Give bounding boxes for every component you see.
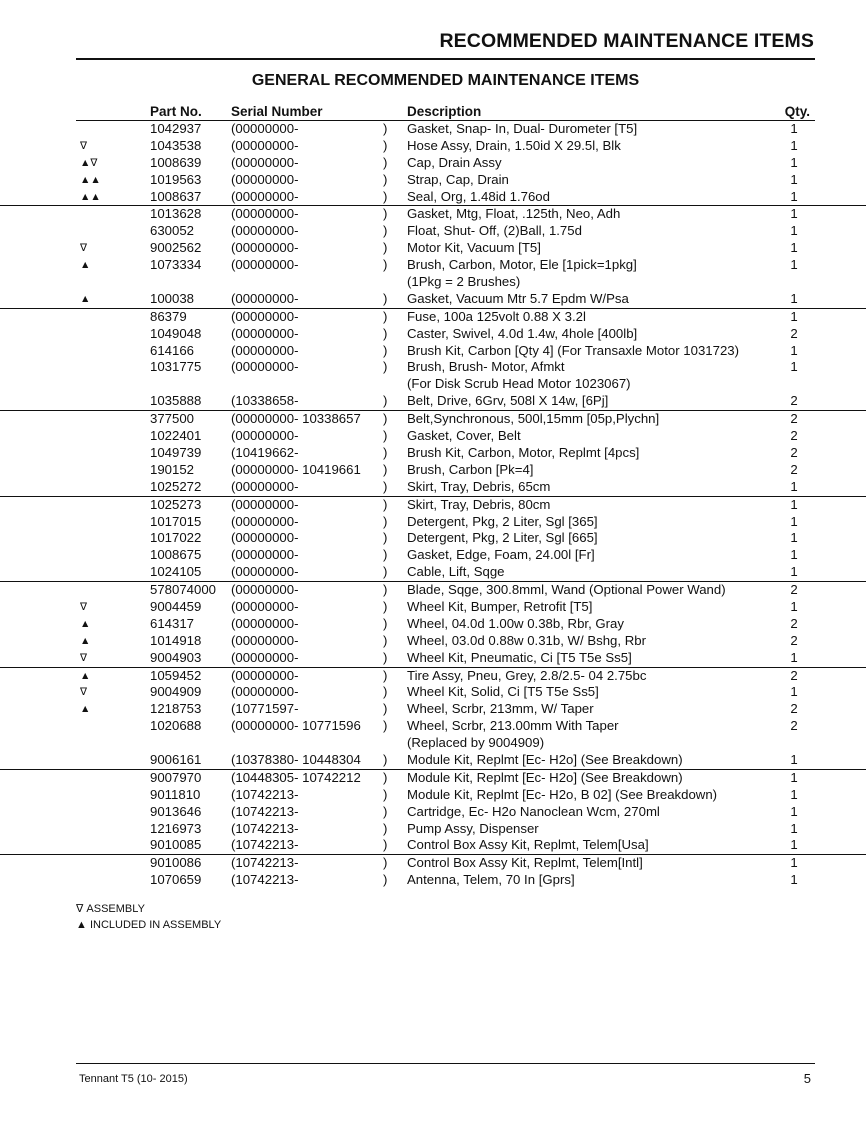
description: Fuse, 100a 125volt 0.88 X 3.2l bbox=[407, 308, 586, 324]
table-row bbox=[0, 326, 866, 343]
quantity: 1 bbox=[790, 598, 798, 614]
table-row bbox=[0, 599, 866, 616]
description: Brush Kit, Carbon, Motor, Replmt [4pcs] bbox=[407, 444, 640, 460]
assembly-marker-icon: ▲ bbox=[80, 259, 91, 272]
serial-number: (10742213- bbox=[231, 855, 299, 871]
table-row bbox=[0, 821, 866, 838]
quantity: 1 bbox=[790, 752, 798, 767]
table-row bbox=[0, 155, 866, 172]
assembly-marker-icon: ▲ bbox=[80, 292, 91, 305]
quantity: 1 bbox=[790, 547, 798, 563]
serial-number: (00000000- bbox=[231, 188, 299, 204]
part-number: 1008675 bbox=[150, 547, 202, 563]
description: Detergent, Pkg, 2 Liter, Sgl [365] bbox=[407, 513, 598, 529]
description: Blade, Sqge, 300.8mml, Wand (Optional Power Wand) bbox=[407, 582, 726, 598]
description: Belt,Synchronous, 500l,15mm [05p,Plychn] bbox=[407, 411, 660, 427]
included-symbol-icon: ▲ bbox=[76, 919, 87, 931]
part-number: 1017015 bbox=[150, 513, 202, 529]
description-continued: (Replaced by 9004909) bbox=[407, 735, 545, 751]
legend-assembly-label: ASSEMBLY bbox=[86, 903, 145, 915]
column-header-description: Description bbox=[407, 104, 482, 119]
serial-number: (00000000- bbox=[231, 667, 299, 683]
table-row bbox=[0, 291, 866, 308]
serial-number: (00000000- bbox=[231, 171, 299, 187]
serial-close-paren: ) bbox=[383, 290, 388, 306]
section-title: GENERAL RECOMMENDED MAINTENANCE ITEMS bbox=[251, 72, 640, 89]
description: Gasket, Cover, Belt bbox=[407, 428, 521, 444]
part-number: 1014918 bbox=[150, 632, 202, 648]
serial-number: (00000000- bbox=[231, 308, 299, 324]
part-number: 614317 bbox=[150, 615, 195, 631]
part-number: 1070659 bbox=[150, 872, 202, 888]
serial-close-paren: ) bbox=[383, 786, 388, 802]
serial-number: (00000000- bbox=[231, 240, 299, 256]
quantity: 1 bbox=[790, 240, 798, 256]
parts-table bbox=[0, 121, 866, 889]
table-row bbox=[0, 189, 866, 206]
quantity: 1 bbox=[790, 223, 798, 239]
assembly-marker-icon: ∇ bbox=[80, 242, 88, 255]
quantity: 1 bbox=[790, 684, 798, 700]
part-number: 1025273 bbox=[150, 496, 202, 512]
serial-close-paren: ) bbox=[383, 598, 388, 614]
description: Strap, Cap, Drain bbox=[407, 171, 509, 187]
serial-number: (00000000- bbox=[231, 206, 299, 222]
serial-close-paren: ) bbox=[383, 513, 388, 529]
description: Hose Assy, Drain, 1.50id X 29.5l, Blk bbox=[407, 137, 621, 153]
column-header-serial-number: Serial Number bbox=[231, 104, 323, 119]
table-row bbox=[0, 872, 866, 889]
quantity: 1 bbox=[790, 478, 798, 494]
serial-number: (00000000- bbox=[231, 684, 299, 700]
part-number: 1035888 bbox=[150, 393, 202, 409]
serial-close-paren: ) bbox=[383, 206, 388, 222]
serial-number: (00000000- bbox=[231, 154, 299, 170]
table-row bbox=[0, 616, 866, 633]
table-row bbox=[0, 359, 866, 393]
quantity: 1 bbox=[790, 342, 798, 358]
serial-number: (10378380- 10448304 bbox=[231, 752, 361, 767]
quantity: 2 bbox=[790, 325, 798, 341]
table-row bbox=[0, 138, 866, 155]
serial-number: (10448305- 10742212 bbox=[231, 769, 361, 785]
serial-close-paren: ) bbox=[383, 121, 388, 136]
part-number: 1073334 bbox=[150, 257, 202, 273]
quantity: 1 bbox=[790, 872, 798, 888]
description: Wheel, Scrbr, 213.00mm With Taper bbox=[407, 718, 619, 734]
description: Antenna, Telem, 70 In [Gprs] bbox=[407, 872, 575, 888]
serial-close-paren: ) bbox=[383, 837, 388, 853]
serial-number: (00000000- bbox=[231, 478, 299, 494]
table-row bbox=[0, 633, 866, 650]
legend-assembly bbox=[76, 902, 145, 915]
serial-number: (10338658- bbox=[231, 393, 299, 409]
serial-close-paren: ) bbox=[383, 223, 388, 239]
quantity: 1 bbox=[790, 290, 798, 306]
description: Wheel Kit, Pneumatic, Ci [T5 T5e Ss5] bbox=[407, 649, 632, 665]
quantity: 1 bbox=[790, 649, 798, 665]
table-row bbox=[0, 496, 866, 514]
assembly-marker-icon: ∇ bbox=[80, 139, 88, 152]
table-row bbox=[0, 667, 866, 685]
part-number: 1049048 bbox=[150, 325, 202, 341]
serial-close-paren: ) bbox=[383, 240, 388, 256]
serial-close-paren: ) bbox=[383, 461, 388, 477]
description: Gasket, Snap- In, Dual- Durometer [T5] bbox=[407, 121, 638, 136]
serial-close-paren: ) bbox=[383, 718, 388, 734]
part-number: 190152 bbox=[150, 461, 195, 477]
serial-close-paren: ) bbox=[383, 547, 388, 563]
serial-close-paren: ) bbox=[383, 308, 388, 324]
serial-number: (00000000- 10771596 bbox=[231, 718, 361, 734]
part-number: 1017022 bbox=[150, 530, 202, 546]
serial-close-paren: ) bbox=[383, 667, 388, 683]
description: Gasket, Edge, Foam, 24.00l [Fr] bbox=[407, 547, 595, 563]
assembly-marker-icon: ▲ bbox=[80, 669, 91, 682]
assembly-marker-icon: ▲ bbox=[80, 617, 91, 630]
serial-close-paren: ) bbox=[383, 649, 388, 665]
table-row bbox=[0, 701, 866, 718]
description-continued: (1Pkg = 2 Brushes) bbox=[407, 274, 521, 290]
quantity: 2 bbox=[790, 461, 798, 477]
quantity: 1 bbox=[790, 513, 798, 529]
description: Cartridge, Ec- H2o Nanoclean Wcm, 270ml bbox=[407, 803, 660, 819]
description: Cable, Lift, Sqge bbox=[407, 564, 505, 580]
quantity: 2 bbox=[790, 393, 798, 409]
serial-close-paren: ) bbox=[383, 428, 388, 444]
quantity: 1 bbox=[790, 121, 798, 136]
serial-close-paren: ) bbox=[383, 444, 388, 460]
quantity: 2 bbox=[790, 428, 798, 444]
part-number: 1049739 bbox=[150, 444, 202, 460]
column-header-part-no: Part No. bbox=[150, 104, 202, 119]
table-row bbox=[0, 428, 866, 445]
part-number: 1043538 bbox=[150, 137, 202, 153]
quantity: 1 bbox=[790, 564, 798, 580]
part-number: 614166 bbox=[150, 342, 195, 358]
part-number: 1059452 bbox=[150, 667, 202, 683]
quantity: 1 bbox=[790, 820, 798, 836]
table-row bbox=[0, 393, 866, 410]
part-number: 9006161 bbox=[150, 752, 202, 767]
table-row bbox=[0, 410, 866, 428]
quantity: 1 bbox=[790, 154, 798, 170]
description: Tire Assy, Pneu, Grey, 2.8/2.5- 04 2.75bc bbox=[407, 667, 647, 683]
serial-close-paren: ) bbox=[383, 684, 388, 700]
serial-close-paren: ) bbox=[383, 188, 388, 204]
description: Wheel, Scrbr, 213mm, W/ Taper bbox=[407, 701, 594, 717]
part-number: 377500 bbox=[150, 411, 195, 427]
table-row bbox=[0, 308, 866, 326]
quantity: 1 bbox=[790, 803, 798, 819]
table-row bbox=[0, 547, 866, 564]
assembly-marker-icon: ▲∇ bbox=[80, 156, 98, 169]
serial-close-paren: ) bbox=[383, 701, 388, 717]
description: Motor Kit, Vacuum [T5] bbox=[407, 240, 541, 256]
part-number: 100038 bbox=[150, 290, 195, 306]
serial-number: (10742213- bbox=[231, 837, 299, 853]
part-number: 1218753 bbox=[150, 701, 202, 717]
table-row bbox=[0, 223, 866, 240]
description: Module Kit, Replmt [Ec- H2o] (See Breakdown) bbox=[407, 769, 683, 785]
part-number: 1019563 bbox=[150, 171, 202, 187]
part-number: 1008639 bbox=[150, 154, 202, 170]
serial-number: (00000000- 10419661 bbox=[231, 461, 361, 477]
part-number: 9007970 bbox=[150, 769, 202, 785]
part-number: 1042937 bbox=[150, 121, 202, 136]
table-row bbox=[0, 650, 866, 667]
part-number: 9011810 bbox=[150, 786, 201, 802]
serial-number: (00000000- bbox=[231, 359, 299, 375]
legend-included bbox=[76, 919, 221, 931]
description: Brush, Carbon, Motor, Ele [1pick=1pkg] bbox=[407, 257, 637, 273]
description: Skirt, Tray, Debris, 80cm bbox=[407, 496, 551, 512]
legend-included-label: INCLUDED IN ASSEMBLY bbox=[89, 919, 222, 931]
serial-close-paren: ) bbox=[383, 582, 388, 598]
table-row bbox=[0, 445, 866, 462]
description: Pump Assy, Dispenser bbox=[407, 820, 539, 836]
page-title: RECOMMENDED MAINTENANCE ITEMS bbox=[439, 30, 814, 52]
serial-number: (10742213- bbox=[231, 803, 299, 819]
serial-close-paren: ) bbox=[383, 154, 388, 170]
serial-close-paren: ) bbox=[383, 393, 388, 409]
part-number: 9004459 bbox=[150, 598, 202, 614]
serial-number: (00000000- bbox=[231, 530, 299, 546]
description: Skirt, Tray, Debris, 65cm bbox=[407, 478, 551, 494]
quantity: 2 bbox=[790, 701, 798, 717]
part-number: 1025272 bbox=[150, 478, 202, 494]
description: Wheel, 03.0d 0.88w 0.31b, W/ Bshg, Rbr bbox=[407, 632, 646, 648]
table-row bbox=[0, 787, 866, 804]
serial-number: (00000000- bbox=[231, 598, 299, 614]
assembly-symbol-icon: ∇ bbox=[76, 903, 84, 915]
quantity: 1 bbox=[790, 137, 798, 153]
serial-close-paren: ) bbox=[383, 478, 388, 494]
table-row bbox=[0, 205, 866, 223]
serial-close-paren: ) bbox=[383, 359, 388, 375]
quantity: 1 bbox=[790, 188, 798, 204]
part-number: 1020688 bbox=[150, 718, 202, 734]
description: Gasket, Mtg, Float, .125th, Neo, Adh bbox=[407, 206, 621, 222]
quantity: 2 bbox=[790, 582, 798, 598]
serial-number: (00000000- bbox=[231, 615, 299, 631]
footer-model-date: Tennant T5 (10- 2015) bbox=[79, 1073, 188, 1085]
description: Control Box Assy Kit, Replmt, Telem[Intl] bbox=[407, 855, 643, 871]
table-row bbox=[0, 343, 866, 360]
serial-close-paren: ) bbox=[383, 530, 388, 546]
table-row bbox=[0, 462, 866, 479]
assembly-marker-icon: ▲▲ bbox=[80, 173, 101, 186]
serial-number: (10742213- bbox=[231, 820, 299, 836]
serial-close-paren: ) bbox=[383, 615, 388, 631]
serial-close-paren: ) bbox=[383, 752, 388, 767]
quantity: 1 bbox=[790, 257, 798, 273]
description: Seal, Org, 1.48id 1.76od bbox=[407, 188, 550, 204]
serial-close-paren: ) bbox=[383, 496, 388, 512]
description: Wheel, 04.0d 1.00w 0.38b, Rbr, Gray bbox=[407, 615, 624, 631]
part-number: 1022401 bbox=[150, 428, 202, 444]
serial-number: (00000000- bbox=[231, 137, 299, 153]
description: Cap, Drain Assy bbox=[407, 154, 502, 170]
serial-close-paren: ) bbox=[383, 803, 388, 819]
page-number: 5 bbox=[803, 1071, 811, 1086]
assembly-marker-icon: ▲▲ bbox=[80, 190, 101, 203]
quantity: 1 bbox=[790, 786, 798, 802]
serial-number: (10419662- bbox=[231, 444, 299, 460]
serial-number: (00000000- bbox=[231, 649, 299, 665]
serial-close-paren: ) bbox=[383, 137, 388, 153]
description: Module Kit, Replmt [Ec- H2o, B 02] (See Breakdown) bbox=[407, 786, 718, 802]
serial-number: (00000000- bbox=[231, 325, 299, 341]
part-number: 1013628 bbox=[150, 206, 202, 222]
quantity: 2 bbox=[790, 718, 798, 734]
description-continued: (For Disk Scrub Head Motor 1023067) bbox=[407, 376, 631, 392]
assembly-marker-icon: ∇ bbox=[80, 651, 88, 664]
description: Detergent, Pkg, 2 Liter, Sgl [665] bbox=[407, 530, 598, 546]
serial-number: (10771597- bbox=[231, 701, 299, 717]
table-row bbox=[0, 854, 866, 872]
description: Wheel Kit, Bumper, Retrofit [T5] bbox=[407, 598, 593, 614]
serial-number: (10742213- bbox=[231, 872, 299, 888]
serial-number: (00000000- bbox=[231, 223, 299, 239]
table-row bbox=[0, 581, 866, 599]
serial-number: (00000000- bbox=[231, 121, 299, 136]
serial-number: (00000000- bbox=[231, 582, 299, 598]
quantity: 2 bbox=[790, 615, 798, 631]
serial-close-paren: ) bbox=[383, 632, 388, 648]
assembly-marker-icon: ∇ bbox=[80, 686, 88, 699]
serial-close-paren: ) bbox=[383, 872, 388, 888]
quantity: 1 bbox=[790, 530, 798, 546]
table-row bbox=[0, 837, 866, 854]
quantity: 1 bbox=[790, 496, 798, 512]
table-row bbox=[0, 804, 866, 821]
quantity: 2 bbox=[790, 632, 798, 648]
serial-close-paren: ) bbox=[383, 820, 388, 836]
table-row bbox=[0, 514, 866, 531]
serial-number: (00000000- bbox=[231, 257, 299, 273]
serial-number: (00000000- bbox=[231, 564, 299, 580]
part-number: 1031775 bbox=[150, 359, 202, 375]
part-number: 630052 bbox=[150, 223, 195, 239]
serial-close-paren: ) bbox=[383, 325, 388, 341]
table-row bbox=[0, 684, 866, 701]
part-number: 1008637 bbox=[150, 188, 202, 204]
serial-close-paren: ) bbox=[383, 564, 388, 580]
table-row bbox=[0, 718, 866, 752]
part-number: 86379 bbox=[150, 308, 187, 324]
quantity: 1 bbox=[790, 837, 798, 853]
quantity: 2 bbox=[790, 411, 798, 427]
description: Module Kit, Replmt [Ec- H2o] (See Breakdown) bbox=[407, 752, 683, 767]
column-header-qty: Qty. bbox=[784, 104, 810, 119]
quantity: 1 bbox=[790, 171, 798, 187]
description: Brush Kit, Carbon [Qty 4] (For Transaxle Motor 1031723) bbox=[407, 342, 740, 358]
serial-number: (00000000- bbox=[231, 513, 299, 529]
serial-close-paren: ) bbox=[383, 342, 388, 358]
serial-close-paren: ) bbox=[383, 411, 388, 427]
table-row bbox=[0, 121, 866, 138]
table-row bbox=[0, 769, 866, 787]
assembly-marker-icon: ▲ bbox=[80, 703, 91, 716]
quantity: 1 bbox=[790, 769, 798, 785]
part-number: 1024105 bbox=[150, 564, 202, 580]
serial-number: (00000000- bbox=[231, 342, 299, 358]
assembly-marker-icon: ∇ bbox=[80, 600, 88, 613]
serial-number: (00000000- bbox=[231, 632, 299, 648]
serial-close-paren: ) bbox=[383, 257, 388, 273]
table-row bbox=[0, 752, 866, 769]
quantity: 2 bbox=[790, 444, 798, 460]
serial-number: (00000000- bbox=[231, 428, 299, 444]
serial-number: (00000000- bbox=[231, 496, 299, 512]
description: Belt, Drive, 6Grv, 508l X 14w, [6Pj] bbox=[407, 393, 609, 409]
quantity: 1 bbox=[790, 359, 798, 375]
title-rule bbox=[76, 58, 815, 60]
serial-number: (00000000- bbox=[231, 547, 299, 563]
description: Wheel Kit, Solid, Ci [T5 T5e Ss5] bbox=[407, 684, 599, 700]
table-row bbox=[0, 257, 866, 291]
description: Gasket, Vacuum Mtr 5.7 Epdm W/Psa bbox=[407, 290, 629, 306]
serial-number: (10742213- bbox=[231, 786, 299, 802]
description: Caster, Swivel, 4.0d 1.4w, 4hole [400lb] bbox=[407, 325, 638, 341]
table-row bbox=[0, 479, 866, 496]
quantity: 2 bbox=[790, 667, 798, 683]
quantity: 1 bbox=[790, 855, 798, 871]
serial-close-paren: ) bbox=[383, 769, 388, 785]
description: Control Box Assy Kit, Replmt, Telem[Usa] bbox=[407, 837, 649, 853]
serial-close-paren: ) bbox=[383, 171, 388, 187]
table-row bbox=[0, 564, 866, 581]
part-number: 9013646 bbox=[150, 803, 202, 819]
part-number: 9010086 bbox=[150, 855, 202, 871]
serial-number: (00000000- bbox=[231, 290, 299, 306]
description: Float, Shut- Off, (2)Ball, 1.75d bbox=[407, 223, 582, 239]
part-number: 9004903 bbox=[150, 649, 202, 665]
table-row bbox=[0, 240, 866, 257]
part-number: 9010085 bbox=[150, 837, 202, 853]
part-number: 578074000 bbox=[150, 582, 217, 598]
serial-number: (00000000- 10338657 bbox=[231, 411, 361, 427]
quantity: 1 bbox=[790, 308, 798, 324]
table-row bbox=[0, 172, 866, 189]
part-number: 9002562 bbox=[150, 240, 202, 256]
part-number: 9004909 bbox=[150, 684, 202, 700]
part-number: 1216973 bbox=[150, 820, 202, 836]
description: Brush, Carbon [Pk=4] bbox=[407, 461, 534, 477]
assembly-marker-icon: ▲ bbox=[80, 634, 91, 647]
footer-rule bbox=[76, 1063, 815, 1064]
description: Brush, Brush- Motor, Afmkt bbox=[407, 359, 565, 375]
quantity: 1 bbox=[790, 206, 798, 222]
table-row bbox=[0, 530, 866, 547]
serial-close-paren: ) bbox=[383, 855, 388, 871]
